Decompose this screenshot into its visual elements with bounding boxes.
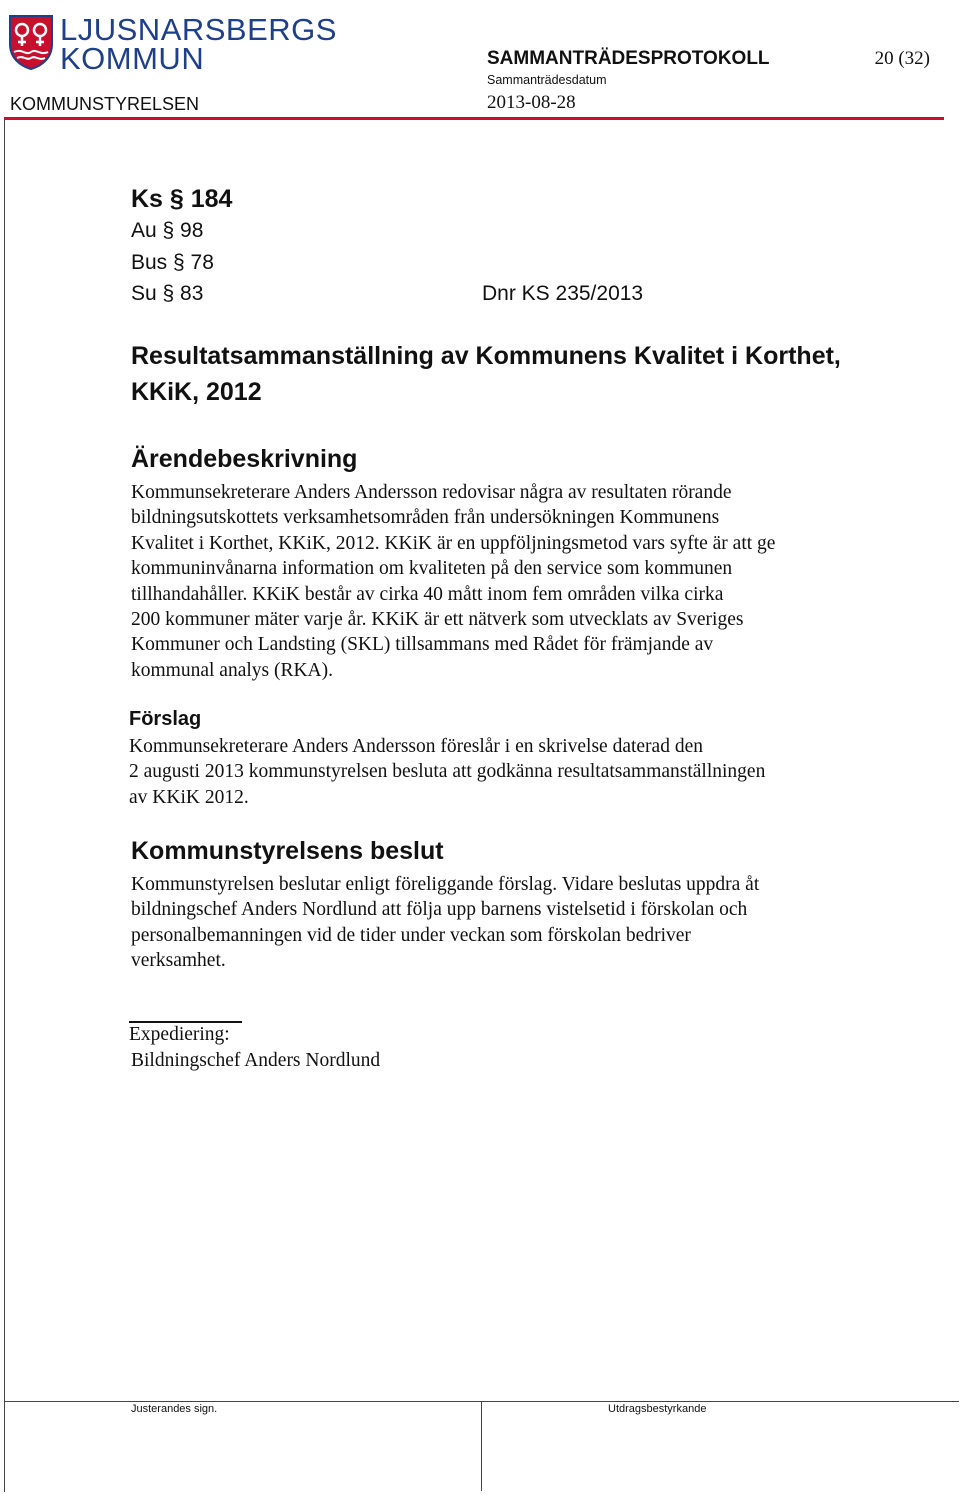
forslag-line: Kommunsekreterare Anders Andersson föreslår i en skrivelse daterad den: [129, 736, 703, 757]
beslut-line: bildningschef Anders Nordlund att följa upp barnens vistelsetid i förskolan och: [131, 899, 748, 921]
case-title-line1: Resultatsammanställning av Kommunens Kvalitet i Korthet,: [131, 342, 841, 370]
expediering-label: Expediering:: [129, 1024, 230, 1045]
coat-of-arms-icon: [8, 14, 54, 70]
arende-line: bildningsutskottets verksamhetsområden från undersökningen Kommunens: [131, 507, 720, 529]
diary-number: Dnr KS 235/2013: [482, 282, 644, 305]
case-title: [131, 338, 911, 410]
document-type: SAMMANTRÄDESPROTOKOLL: [487, 48, 770, 69]
utdragsbestyrkande-label: Utdragsbestyrkande: [608, 1403, 707, 1415]
organ-name: KOMMUNSTYRELSEN: [10, 94, 200, 114]
forslag-line: av KKiK 2012.: [129, 786, 249, 808]
arende-line: 200 kommuner mäter varje år. KKiK är ett nätverk som utvecklats av Sveriges: [131, 609, 744, 631]
arende-line: Kommuner och Landsting (SKL) tillsammans med Rådet för främjande av: [131, 634, 714, 656]
forslag-text: [129, 734, 889, 810]
expediering-rule: [129, 1021, 242, 1023]
beslut-heading: Kommunstyrelsens beslut: [131, 837, 444, 865]
logo-text-line1: LJUSNARSBERGS: [60, 12, 337, 47]
case-title-line2: KKiK, 2012: [131, 378, 262, 406]
bus-reference: Bus § 78: [131, 250, 214, 274]
meeting-date: 2013-08-28: [487, 92, 576, 113]
paragraph-references: [131, 183, 232, 310]
ks-reference: Ks § 184: [131, 185, 233, 213]
left-margin-rule: [4, 120, 5, 1492]
au-reference: Au § 98: [131, 219, 204, 242]
arende-line: tillhandahåller. KKiK består av cirka 40 mått inom fem områden vilka cirka: [131, 583, 724, 605]
su-reference: Su § 83: [131, 282, 204, 305]
arende-line: Kommunsekreterare Anders Andersson redovisar några av resultaten rörande: [131, 482, 732, 503]
justerandes-sign-label: Justerandes sign.: [131, 1403, 218, 1415]
logo-text-line2: KOMMUN: [60, 41, 205, 76]
beslut-line: verksamhet.: [131, 950, 226, 972]
arende-line: kommuninvånarna information om kvaliteten på den service som kommunen: [131, 558, 733, 580]
forslag-line: 2 augusti 2013 kommunstyrelsen besluta att godkänna resultatsammanställningen: [129, 761, 766, 783]
arende-line: kommunal analys (RKA).: [131, 659, 334, 681]
arende-text: [131, 480, 891, 683]
header-divider: [4, 117, 944, 120]
beslut-line: Kommunstyrelsen beslutar enligt föreliggande förslag. Vidare beslutas uppdra åt: [131, 874, 760, 895]
arende-heading: Ärendebeskrivning: [131, 445, 358, 473]
beslut-line: personalbemanningen vid de tider under veckan som förskolan bedriver: [131, 924, 691, 946]
meeting-date-label: Sammanträdesdatum: [487, 73, 607, 87]
expediering-recipient: Bildningschef Anders Nordlund: [131, 1050, 381, 1071]
municipality-logo: [8, 12, 337, 76]
footer-column-divider: [481, 1401, 482, 1491]
page-number: 20 (32): [874, 48, 930, 69]
forslag-heading: Förslag: [129, 708, 202, 730]
arende-line: Kvalitet i Korthet, KKiK, 2012. KKiK är en uppföljningsmetod vars syfte är att ge: [131, 532, 776, 554]
beslut-text: [131, 872, 891, 974]
